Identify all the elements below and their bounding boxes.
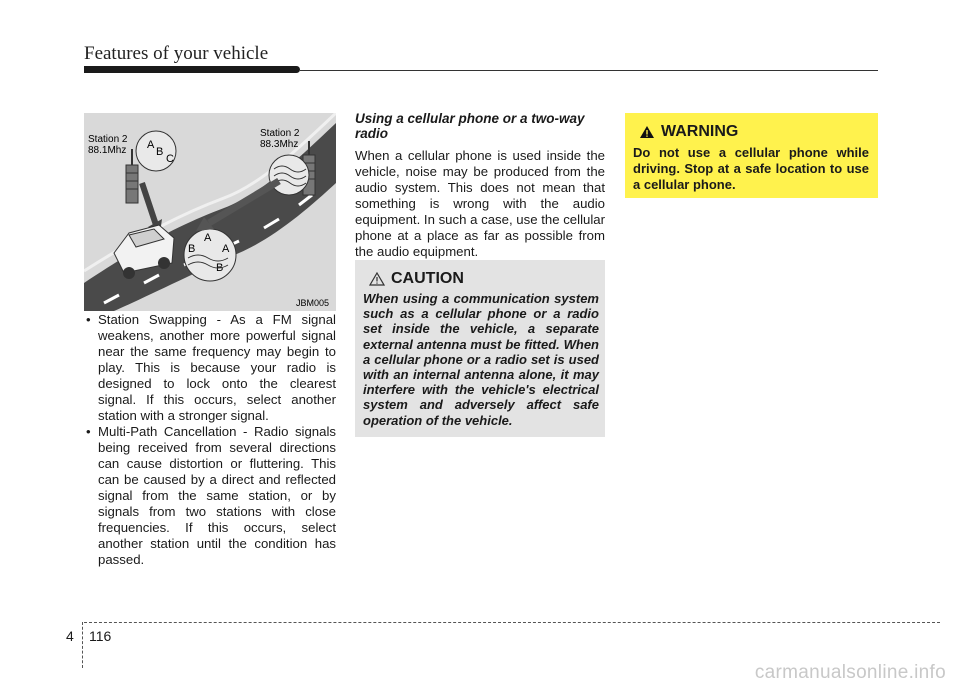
- svg-text:B: B: [188, 243, 196, 255]
- header-rule: [300, 70, 878, 71]
- svg-text:B: B: [216, 262, 224, 274]
- warning-box: [625, 113, 878, 198]
- section-heading: Using a cellular phone or a two-way radio: [355, 111, 585, 141]
- svg-text:A: A: [204, 232, 212, 244]
- chapter-number: 4: [66, 628, 74, 644]
- middle-column: [355, 111, 605, 260]
- right-station-freq: 88.3Mhz: [260, 139, 299, 150]
- signal-letter-b: B: [156, 146, 164, 158]
- footer-divider: [82, 622, 83, 668]
- signal-letter-c: C: [166, 153, 174, 165]
- figure-code: JBM005: [296, 298, 330, 308]
- bullet-text: Multi-Path Cancellation - Radio signals being received from several directions can cause distortion or fluttering. This can be caused by a direct and reflected signal from the same station, or by signals from two stations with close frequencies. If this occurs, select another station until the condition has passed.: [98, 424, 336, 567]
- watermark: carmanualsonline.info: [754, 662, 946, 683]
- svg-text:A: A: [222, 243, 230, 255]
- section-body: When a cellular phone is used inside the vehicle, noise may be produced from the audio system. This does not mean that something is wrong with the audio equipment. In such a case, use the cellular phone at a place as far as possible from the audio equipment.: [355, 148, 605, 259]
- warning-triangle-icon: [639, 125, 655, 139]
- left-column: [86, 312, 336, 568]
- footer-rule: [84, 622, 940, 623]
- warning-title: WARNING: [661, 123, 739, 140]
- header-bar: [84, 66, 300, 73]
- list-item: • Multi-Path Cancellation - Radio signals being received from several directions can cause distortion or fluttering. This can be caused by a direct and reflected signal from the same station, or by signals from two stations with close frequencies. If this occurs, select another station until the condition has passed.: [86, 424, 336, 567]
- caution-triangle-icon: [369, 272, 385, 286]
- warning-text: Do not use a cellular phone while driving. Stop at a safe location to use a cellular phone.: [633, 145, 869, 192]
- left-station-tower: [126, 149, 138, 203]
- caution-box: [355, 260, 605, 437]
- right-station-name: Station 2: [260, 128, 300, 139]
- caution-title: CAUTION: [391, 270, 464, 287]
- caution-text: When using a communication system such as a cellular phone or a radio set inside the vehicle, a separate external antenna must be fitted. When a cellular phone or a radio set is used with an internal antenna alone, it may interfere with the vehicle's electrical system and adversely affect safe operation of the vehicle.: [363, 291, 599, 428]
- radio-signal-illustration: [84, 113, 336, 311]
- signal-letter-a: A: [147, 139, 155, 151]
- page-number: 116: [89, 628, 112, 644]
- left-station-freq: 88.1Mhz: [88, 145, 127, 156]
- page-header-title: Features of your vehicle: [84, 43, 269, 64]
- list-item: • Station Swapping - As a FM signal weakens, another more powerful signal near the same frequency may begin to play. This is because your radio is designed to lock onto the clearest signal. If this occurs, select another station with a stronger signal.: [86, 312, 336, 423]
- left-station-name: Station 2: [88, 134, 128, 145]
- bullet-text: Station Swapping - As a FM signal weakens, another more powerful signal near the same frequency may begin to play. This is because your radio is designed to lock onto the clearest signal. If this occurs, select another station with a stronger signal.: [98, 312, 336, 423]
